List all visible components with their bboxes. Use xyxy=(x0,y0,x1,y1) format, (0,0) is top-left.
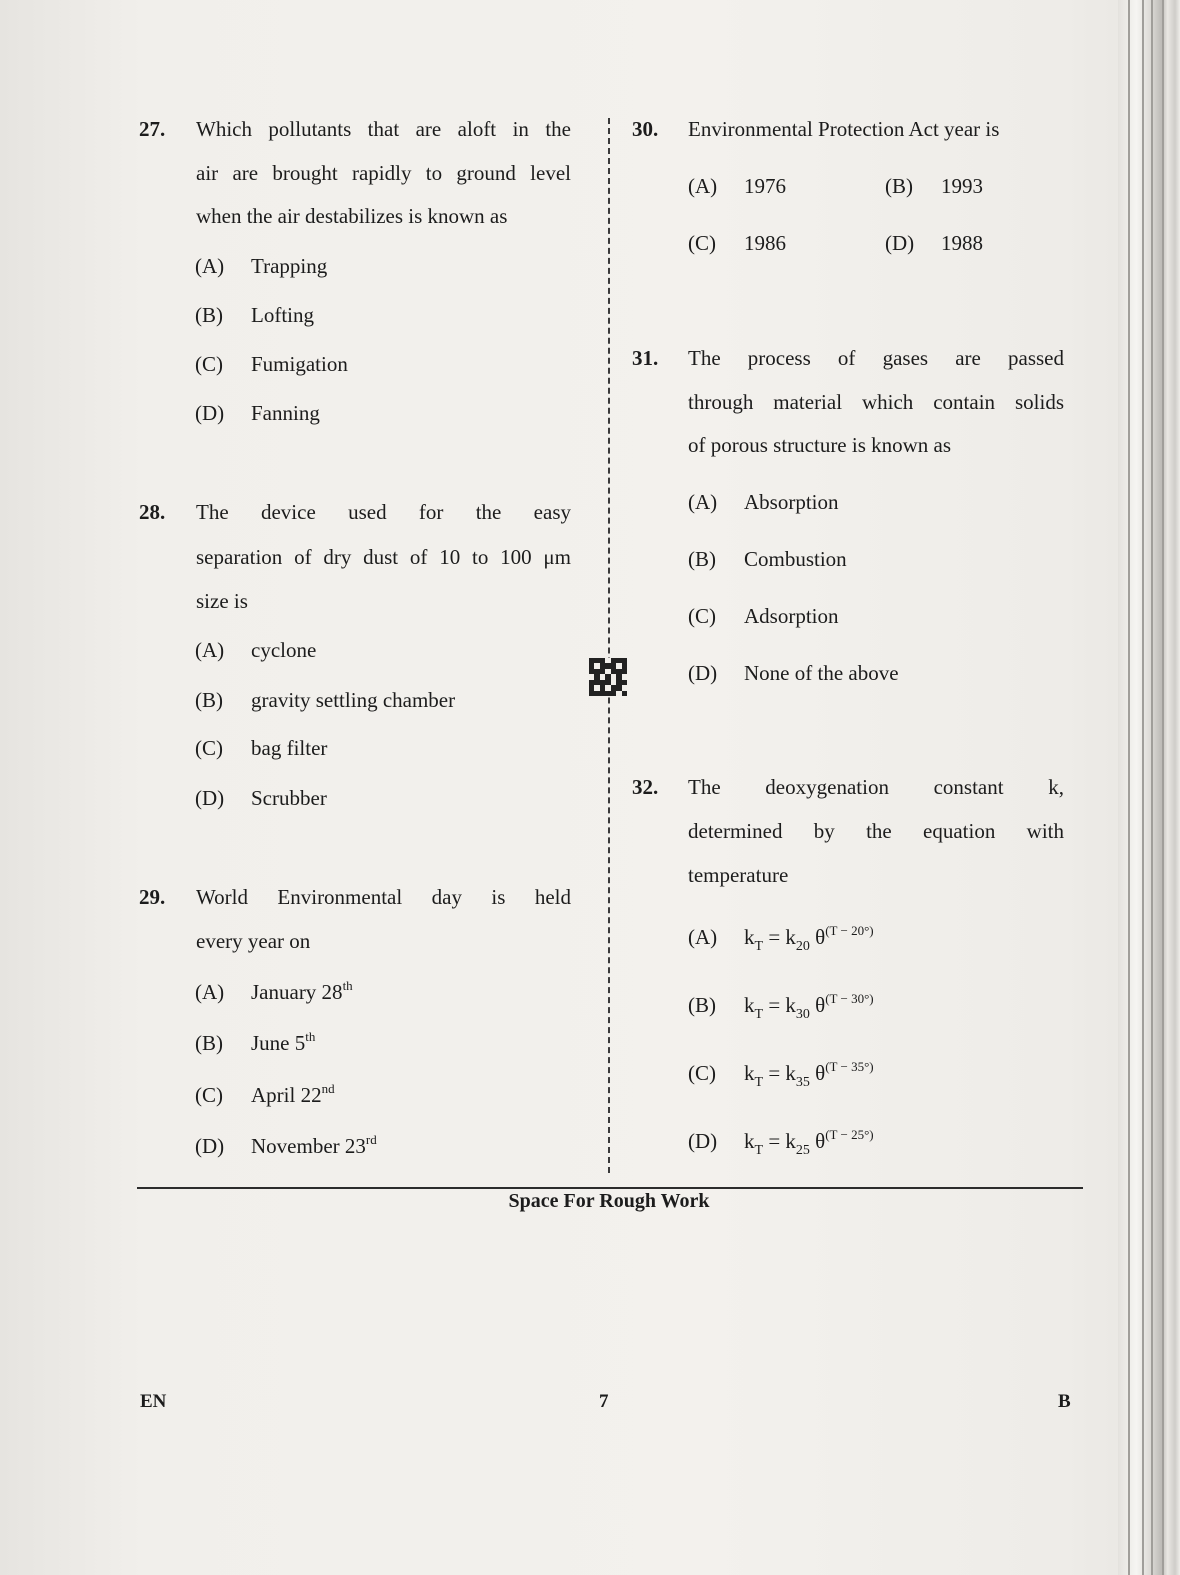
rough-work-label: Space For Rough Work xyxy=(508,1190,710,1212)
option-30d[interactable]: (D) 1988 xyxy=(885,231,983,255)
option-27a[interactable]: (A) Trapping xyxy=(195,254,328,278)
question-29 xyxy=(139,875,571,965)
footer-language-code: EN xyxy=(140,1391,167,1412)
option-27c[interactable]: (C) Fumigation xyxy=(195,352,348,376)
question-text-line: Environmental Protection Act year is xyxy=(688,117,1000,141)
page-number: 7 xyxy=(599,1391,609,1412)
question-text-line: size is xyxy=(196,589,248,613)
question-number: 32. xyxy=(632,775,659,799)
option-29d[interactable]: (D) November 23rd xyxy=(195,1132,377,1158)
option-27d[interactable]: (D) Fanning xyxy=(195,401,320,425)
question-text-line: air are brought rapidly to ground level xyxy=(196,161,571,185)
question-28 xyxy=(139,490,571,625)
question-text-line: when the air destabilizes is known as xyxy=(196,204,508,228)
question-text-line: temperature xyxy=(688,863,789,887)
column-divider xyxy=(608,118,610,1173)
question-text-line: through material which contain solids xyxy=(688,390,1064,414)
option-29b[interactable]: (B) June 5th xyxy=(195,1029,316,1055)
question-number: 28. xyxy=(139,500,166,524)
question-27 xyxy=(139,107,571,247)
question-text-line: Which pollutants that are aloft in the xyxy=(196,117,571,141)
question-text-line: The process of gases are passed xyxy=(688,346,1064,370)
option-28c[interactable]: (C) bag filter xyxy=(195,736,328,760)
booklet-series: B xyxy=(1058,1391,1071,1412)
question-text-line: separation of dry dust of 10 to 100 μm xyxy=(196,545,571,569)
question-text-line: The deoxygenation constant k, xyxy=(688,775,1064,799)
option-28b[interactable]: (B) gravity settling chamber xyxy=(195,688,456,712)
option-29c[interactable]: (C) April 22nd xyxy=(195,1081,335,1107)
question-number: 29. xyxy=(139,885,166,909)
option-31a[interactable]: (A) Absorption xyxy=(688,490,839,514)
option-32b[interactable]: (B) $k_T = k_{30}$ $\theta^{(T - 30^\circ)}$ xyxy=(688,991,874,1022)
question-text-line: determined by the equation with xyxy=(688,819,1064,843)
option-31c[interactable]: (C) Adsorption xyxy=(688,604,839,628)
option-29a[interactable]: (A) January 28th xyxy=(195,978,353,1004)
option-30a[interactable]: (A) 1976 xyxy=(688,174,786,198)
question-text-line: World Environmental day is held xyxy=(196,885,571,909)
rough-work-rule xyxy=(137,1187,1083,1189)
question-number: 30. xyxy=(632,117,659,141)
question-31 xyxy=(632,336,1064,471)
question-number: 31. xyxy=(632,346,659,370)
question-number: 27. xyxy=(139,117,166,141)
qr-code-icon xyxy=(589,658,627,696)
option-31d[interactable]: (D) None of the above xyxy=(688,661,899,685)
question-text-line: of porous structure is known as xyxy=(688,433,952,457)
option-28d[interactable]: (D) Scrubber xyxy=(195,786,327,810)
question-text-line: every year on xyxy=(196,929,311,953)
question-text-line: The device used for the easy xyxy=(196,500,571,524)
book-binding-edge xyxy=(1118,0,1180,1575)
option-32c[interactable]: (C) $k_T = k_{35}$ $\theta^{(T - 35^\circ)}$ xyxy=(688,1059,874,1090)
question-30 xyxy=(632,107,1064,151)
option-32d[interactable]: (D) $k_T = k_{25}$ $\theta^{(T - 25^\circ)}$ xyxy=(688,1127,874,1158)
option-30b[interactable]: (B) 1993 xyxy=(885,174,983,198)
question-32 xyxy=(632,765,1064,900)
option-30c[interactable]: (C) 1986 xyxy=(688,231,786,255)
option-27b[interactable]: (B) Lofting xyxy=(195,303,314,327)
option-31b[interactable]: (B) Combustion xyxy=(688,547,847,571)
option-32a[interactable]: (A) $k_T = k_{20}$ $\theta^{(T - 20^\circ)}$ xyxy=(688,923,874,954)
option-28a[interactable]: (A) cyclone xyxy=(195,638,317,662)
